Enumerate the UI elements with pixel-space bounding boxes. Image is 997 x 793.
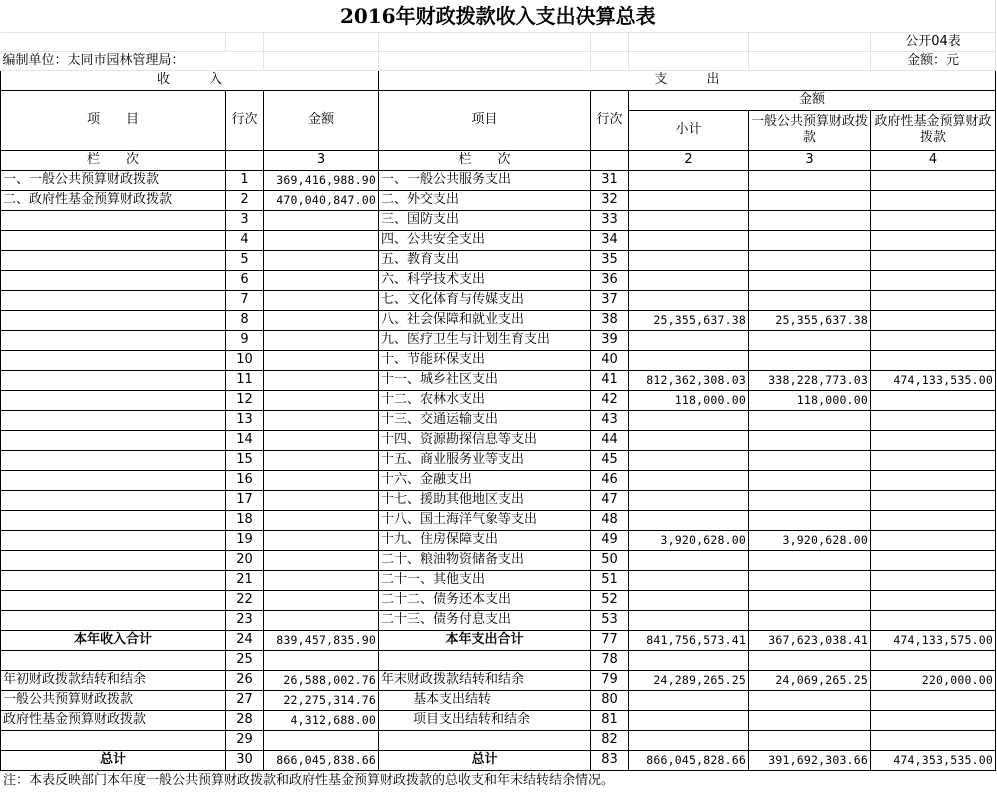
income-amount	[264, 650, 379, 670]
income-item: 政府性基金预算财政拨款	[1, 710, 226, 730]
income-row-no: 15	[226, 450, 264, 470]
expense-subtotal	[629, 210, 749, 230]
income-amount: 4,312,688.00	[264, 710, 379, 730]
expense-row-no: 39	[591, 330, 629, 350]
col-index-label-expense: 栏 次	[379, 150, 591, 170]
expense-item: 总计	[379, 750, 591, 770]
table-row	[1, 330, 996, 350]
expense-subtotal	[629, 410, 749, 430]
table-row	[1, 410, 996, 430]
table-row	[1, 370, 996, 390]
expense-row-no: 47	[591, 490, 629, 510]
income-amount	[264, 370, 379, 390]
expense-subtotal	[629, 430, 749, 450]
expense-subtotal: 3,920,628.00	[629, 530, 749, 550]
table-row	[1, 250, 996, 270]
expense-item: 九、医疗卫生与计划生育支出	[379, 330, 591, 350]
income-amount	[264, 270, 379, 290]
expense-gov-fund	[871, 210, 996, 230]
expense-general-budget: 338,228,773.03	[749, 370, 871, 390]
income-amount	[264, 470, 379, 490]
expense-row-no: 32	[591, 190, 629, 210]
expense-row-no: 34	[591, 230, 629, 250]
income-row-no: 21	[226, 570, 264, 590]
expense-general-budget	[749, 270, 871, 290]
income-item	[1, 550, 226, 570]
expense-general-budget	[749, 610, 871, 630]
expense-subtotal	[629, 190, 749, 210]
income-amount	[264, 250, 379, 270]
expense-gov-fund: 474,133,535.00	[871, 370, 996, 390]
income-row-no: 25	[226, 650, 264, 670]
expense-subtotal	[629, 590, 749, 610]
header-subtotal: 小计	[629, 110, 749, 150]
income-row-no: 2	[226, 190, 264, 210]
expense-gov-fund	[871, 730, 996, 750]
table-row	[1, 390, 996, 410]
expense-item: 七、文化体育与传媒支出	[379, 290, 591, 310]
expense-gov-fund	[871, 190, 996, 210]
expense-item: 二、外交支出	[379, 190, 591, 210]
expense-subtotal: 24,289,265.25	[629, 670, 749, 690]
income-item: 一、一般公共预算财政拨款	[1, 170, 226, 190]
expense-row-no: 46	[591, 470, 629, 490]
expense-subtotal	[629, 250, 749, 270]
expense-row-no: 52	[591, 590, 629, 610]
income-amount	[264, 550, 379, 570]
income-row-no: 22	[226, 590, 264, 610]
expense-gov-fund: 474,133,575.00	[871, 630, 996, 650]
table-row	[1, 630, 996, 650]
expense-gov-fund	[871, 230, 996, 250]
expense-subtotal	[629, 450, 749, 470]
expense-subtotal: 841,756,573.41	[629, 630, 749, 650]
expense-subtotal	[629, 550, 749, 570]
expense-gov-fund	[871, 430, 996, 450]
expense-item: 八、社会保障和就业支出	[379, 310, 591, 330]
expense-gov-fund	[871, 350, 996, 370]
income-row-no: 1	[226, 170, 264, 190]
col-index-3: 3	[264, 150, 379, 170]
income-row-no: 17	[226, 490, 264, 510]
income-row-no: 9	[226, 330, 264, 350]
col-index-4: 4	[871, 150, 996, 170]
income-row-no: 26	[226, 670, 264, 690]
income-item	[1, 430, 226, 450]
table-row	[1, 190, 996, 210]
income-amount	[264, 410, 379, 430]
expense-item: 基本支出结转	[379, 690, 591, 710]
expense-general-budget	[749, 350, 871, 370]
expense-item: 十九、住房保障支出	[379, 530, 591, 550]
table-row	[1, 350, 996, 370]
income-item	[1, 410, 226, 430]
expense-row-no: 83	[591, 750, 629, 770]
table-row	[1, 590, 996, 610]
expense-subtotal	[629, 350, 749, 370]
income-item	[1, 310, 226, 330]
income-amount	[264, 510, 379, 530]
income-item	[1, 250, 226, 270]
income-item	[1, 730, 226, 750]
income-row-no: 29	[226, 730, 264, 750]
income-row-no: 20	[226, 550, 264, 570]
income-amount: 369,416,988.90	[264, 170, 379, 190]
expense-general-budget	[749, 250, 871, 270]
expense-gov-fund	[871, 490, 996, 510]
expense-item: 本年支出合计	[379, 630, 591, 650]
expense-item: 十八、国土海洋气象等支出	[379, 510, 591, 530]
expense-gov-fund	[871, 290, 996, 310]
header-item: 项 目	[1, 90, 226, 150]
table-row	[1, 170, 996, 190]
income-row-no: 11	[226, 370, 264, 390]
expense-row-no: 80	[591, 690, 629, 710]
income-item	[1, 290, 226, 310]
income-item	[1, 370, 226, 390]
table-row	[1, 730, 996, 750]
expense-gov-fund	[871, 410, 996, 430]
expense-gov-fund	[871, 330, 996, 350]
expense-row-no: 31	[591, 170, 629, 190]
income-row-no: 6	[226, 270, 264, 290]
expense-section-header: 支 出	[379, 70, 996, 90]
income-amount	[264, 390, 379, 410]
expense-general-budget	[749, 690, 871, 710]
income-amount: 470,040,847.00	[264, 190, 379, 210]
expense-item	[379, 650, 591, 670]
income-amount: 839,457,835.90	[264, 630, 379, 650]
expense-gov-fund	[871, 690, 996, 710]
table-row	[1, 570, 996, 590]
income-amount	[264, 530, 379, 550]
income-item	[1, 570, 226, 590]
income-amount	[264, 310, 379, 330]
expense-general-budget	[749, 330, 871, 350]
income-item	[1, 490, 226, 510]
income-amount	[264, 330, 379, 350]
income-row-no: 4	[226, 230, 264, 250]
income-amount: 22,275,314.76	[264, 690, 379, 710]
expense-item: 项目支出结转和结余	[379, 710, 591, 730]
expense-gov-fund	[871, 650, 996, 670]
expense-row-no: 82	[591, 730, 629, 750]
table-row	[1, 650, 996, 670]
expense-subtotal	[629, 290, 749, 310]
income-row-no: 19	[226, 530, 264, 550]
expense-gov-fund	[871, 390, 996, 410]
expense-general-budget	[749, 570, 871, 590]
expense-item: 十六、金融支出	[379, 470, 591, 490]
income-item	[1, 530, 226, 550]
table-row	[1, 750, 996, 770]
expense-item	[379, 730, 591, 750]
income-item	[1, 390, 226, 410]
income-item	[1, 270, 226, 290]
expense-item: 五、教育支出	[379, 250, 591, 270]
table-row	[1, 430, 996, 450]
table-row	[1, 710, 996, 730]
expense-row-no: 49	[591, 530, 629, 550]
expense-item: 一、一般公共服务支出	[379, 170, 591, 190]
income-item	[1, 350, 226, 370]
income-row-no: 5	[226, 250, 264, 270]
page-title: 2016年财政拨款收入支出决算总表	[1, 0, 996, 32]
expense-general-budget: 367,623,038.41	[749, 630, 871, 650]
col-index-3b: 3	[749, 150, 871, 170]
expense-row-no: 36	[591, 270, 629, 290]
income-row-no: 8	[226, 310, 264, 330]
table-row	[1, 550, 996, 570]
expense-row-no: 35	[591, 250, 629, 270]
income-item	[1, 330, 226, 350]
expense-subtotal	[629, 470, 749, 490]
table-row	[1, 310, 996, 330]
header-gov-fund: 政府性基金预算财政拨款	[871, 110, 996, 150]
unit-label: 编制单位：太同市园林管理局：	[1, 51, 264, 70]
income-row-no: 18	[226, 510, 264, 530]
income-item	[1, 610, 226, 630]
expense-subtotal: 866,045,828.66	[629, 750, 749, 770]
income-amount	[264, 210, 379, 230]
income-item: 二、政府性基金预算财政拨款	[1, 190, 226, 210]
header-row-no-expense: 行次	[591, 90, 629, 150]
expense-subtotal	[629, 270, 749, 290]
expense-subtotal: 812,362,308.03	[629, 370, 749, 390]
table-row	[1, 470, 996, 490]
income-item: 本年收入合计	[1, 630, 226, 650]
expense-gov-fund	[871, 710, 996, 730]
income-row-no: 27	[226, 690, 264, 710]
income-row-no: 16	[226, 470, 264, 490]
table-row	[1, 490, 996, 510]
income-item	[1, 210, 226, 230]
expense-gov-fund	[871, 510, 996, 530]
income-amount	[264, 570, 379, 590]
expense-gov-fund	[871, 170, 996, 190]
expense-general-budget	[749, 450, 871, 470]
income-amount	[264, 490, 379, 510]
expense-subtotal	[629, 570, 749, 590]
expense-row-no: 53	[591, 610, 629, 630]
header-amount-group: 金额	[629, 90, 996, 110]
expense-gov-fund	[871, 250, 996, 270]
expense-general-budget	[749, 590, 871, 610]
expense-subtotal: 25,355,637.38	[629, 310, 749, 330]
expense-row-no: 33	[591, 210, 629, 230]
income-amount	[264, 730, 379, 750]
expense-subtotal	[629, 710, 749, 730]
expense-general-budget	[749, 510, 871, 530]
expense-subtotal	[629, 610, 749, 630]
expense-general-budget	[749, 710, 871, 730]
expense-general-budget	[749, 550, 871, 570]
expense-row-no: 79	[591, 670, 629, 690]
expense-item: 年末财政拨款结转和结余	[379, 670, 591, 690]
expense-gov-fund	[871, 590, 996, 610]
expense-subtotal	[629, 170, 749, 190]
expense-row-no: 45	[591, 450, 629, 470]
col-index-2: 2	[629, 150, 749, 170]
expense-item: 二十一、其他支出	[379, 570, 591, 590]
income-amount	[264, 230, 379, 250]
expense-gov-fund	[871, 530, 996, 550]
expense-row-no: 38	[591, 310, 629, 330]
income-row-no: 7	[226, 290, 264, 310]
col-index-label: 栏 次	[1, 150, 226, 170]
table-row	[1, 670, 996, 690]
expense-item: 四、公共安全支出	[379, 230, 591, 250]
expense-general-budget	[749, 210, 871, 230]
income-amount	[264, 430, 379, 450]
income-item	[1, 450, 226, 470]
expense-general-budget: 118,000.00	[749, 390, 871, 410]
expense-row-no: 37	[591, 290, 629, 310]
income-amount: 866,045,838.66	[264, 750, 379, 770]
expense-general-budget	[749, 410, 871, 430]
expense-item: 三、国防支出	[379, 210, 591, 230]
income-row-no: 13	[226, 410, 264, 430]
header-row-no: 行次	[226, 90, 264, 150]
income-row-no: 3	[226, 210, 264, 230]
income-item	[1, 650, 226, 670]
expense-item: 十、节能环保支出	[379, 350, 591, 370]
expense-general-budget: 391,692,303.66	[749, 750, 871, 770]
form-code: 公开04表	[871, 32, 996, 51]
expense-item: 二十二、债务还本支出	[379, 590, 591, 610]
expense-subtotal: 118,000.00	[629, 390, 749, 410]
expense-item: 二十、粮油物资储备支出	[379, 550, 591, 570]
header-amount: 金额	[264, 90, 379, 150]
income-row-no: 23	[226, 610, 264, 630]
header-item-expense: 项目	[379, 90, 591, 150]
expense-gov-fund: 474,353,535.00	[871, 750, 996, 770]
expense-subtotal	[629, 650, 749, 670]
income-item: 一般公共预算财政拨款	[1, 690, 226, 710]
expense-gov-fund	[871, 310, 996, 330]
table-row	[1, 230, 996, 250]
income-amount	[264, 450, 379, 470]
income-item: 年初财政拨款结转和结余	[1, 670, 226, 690]
income-item	[1, 470, 226, 490]
expense-item: 六、科学技术支出	[379, 270, 591, 290]
expense-general-budget	[749, 650, 871, 670]
expense-item: 十五、商业服务业等支出	[379, 450, 591, 470]
header-general-budget: 一般公共预算财政拨款	[749, 110, 871, 150]
income-row-no: 10	[226, 350, 264, 370]
expense-subtotal	[629, 510, 749, 530]
income-row-no: 28	[226, 710, 264, 730]
expense-row-no: 77	[591, 630, 629, 650]
expense-general-budget	[749, 190, 871, 210]
expense-row-no: 78	[591, 650, 629, 670]
income-amount	[264, 610, 379, 630]
expense-gov-fund: 220,000.00	[871, 670, 996, 690]
expense-gov-fund	[871, 450, 996, 470]
expense-gov-fund	[871, 570, 996, 590]
expense-gov-fund	[871, 610, 996, 630]
expense-subtotal	[629, 690, 749, 710]
expense-general-budget	[749, 490, 871, 510]
income-item	[1, 510, 226, 530]
income-row-no: 12	[226, 390, 264, 410]
expense-subtotal	[629, 730, 749, 750]
income-amount: 26,588,002.76	[264, 670, 379, 690]
income-amount	[264, 290, 379, 310]
table-row	[1, 610, 996, 630]
expense-row-no: 43	[591, 410, 629, 430]
expense-general-budget	[749, 470, 871, 490]
expense-general-budget: 24,069,265.25	[749, 670, 871, 690]
expense-item: 十三、交通运输支出	[379, 410, 591, 430]
income-row-no: 30	[226, 750, 264, 770]
expense-item: 十一、城乡社区支出	[379, 370, 591, 390]
expense-row-no: 40	[591, 350, 629, 370]
income-section-header: 收 入	[1, 70, 379, 90]
table-row	[1, 510, 996, 530]
income-row-no: 24	[226, 630, 264, 650]
table-row	[1, 290, 996, 310]
table-row	[1, 530, 996, 550]
expense-row-no: 81	[591, 710, 629, 730]
expense-general-budget: 3,920,628.00	[749, 530, 871, 550]
income-item	[1, 590, 226, 610]
expense-gov-fund	[871, 270, 996, 290]
expense-general-budget: 25,355,637.38	[749, 310, 871, 330]
amount-unit: 金额：元	[871, 51, 996, 70]
expense-item: 十七、援助其他地区支出	[379, 490, 591, 510]
income-item	[1, 230, 226, 250]
table-row	[1, 690, 996, 710]
table-row	[1, 450, 996, 470]
expense-row-no: 42	[591, 390, 629, 410]
table-row	[1, 270, 996, 290]
expense-gov-fund	[871, 550, 996, 570]
expense-item: 十四、资源勘探信息等支出	[379, 430, 591, 450]
expense-general-budget	[749, 430, 871, 450]
footnote: 注：本表反映部门本年度一般公共预算财政拨款和政府性基金预算财政拨款的总收支和年末结转结余情况。	[3, 773, 615, 788]
expense-row-no: 50	[591, 550, 629, 570]
expense-subtotal	[629, 330, 749, 350]
expense-general-budget	[749, 170, 871, 190]
table-row	[1, 210, 996, 230]
expense-item: 十二、农林水支出	[379, 390, 591, 410]
expense-gov-fund	[871, 470, 996, 490]
expense-general-budget	[749, 290, 871, 310]
expense-subtotal	[629, 230, 749, 250]
income-amount	[264, 590, 379, 610]
income-item: 总计	[1, 750, 226, 770]
expense-row-no: 41	[591, 370, 629, 390]
income-amount	[264, 350, 379, 370]
expense-row-no: 51	[591, 570, 629, 590]
expense-general-budget	[749, 230, 871, 250]
expense-row-no: 48	[591, 510, 629, 530]
expense-row-no: 44	[591, 430, 629, 450]
expense-general-budget	[749, 730, 871, 750]
expense-subtotal	[629, 490, 749, 510]
income-row-no: 14	[226, 430, 264, 450]
expense-item: 二十三、债务付息支出	[379, 610, 591, 630]
